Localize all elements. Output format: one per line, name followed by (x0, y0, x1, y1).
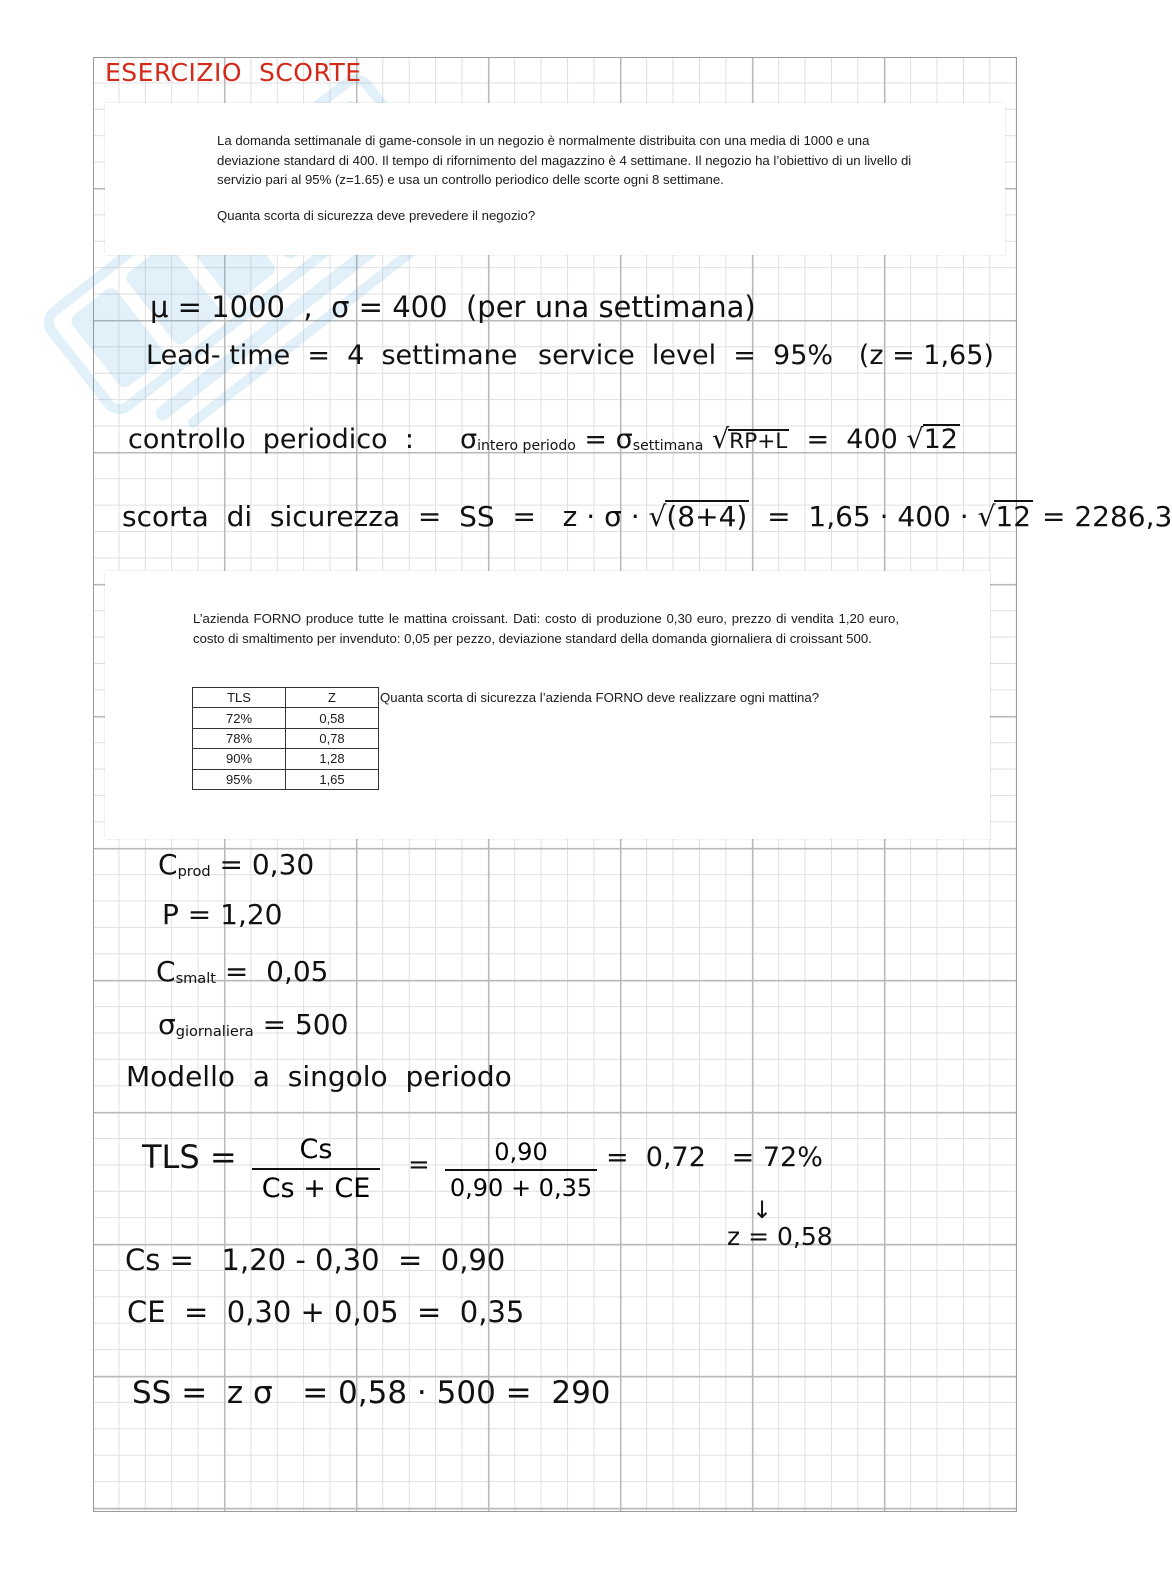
sigma-subscript: intero periodo (477, 438, 576, 455)
table-row (193, 749, 379, 769)
solution-1-line-3a: controllo periodico : (128, 424, 414, 455)
tls-numerator: Cs (299, 1134, 333, 1165)
table-cell: 78% (193, 728, 286, 748)
solution-1-line-2a: Lead- time = 4 settimane (146, 340, 518, 371)
table-row (193, 769, 379, 789)
fraction-bar-2 (445, 1169, 597, 1171)
equals-400: = 400 (789, 424, 898, 455)
page-title: ESERCIZIO SCORTE (105, 58, 362, 87)
cprod-value: = 0,30 (210, 848, 315, 881)
values-numerator: 0,90 (494, 1138, 548, 1166)
table-header: Z (286, 688, 379, 708)
csmalt-value: = 0,05 (215, 955, 329, 988)
csmalt-label: C (156, 955, 176, 988)
table-cell: 1,28 (286, 749, 379, 769)
solution-1-line-2b: service level = 95% (z = 1,65) (538, 340, 994, 371)
table-cell: 0,78 (286, 728, 379, 748)
root-8-plus-4: (8+4) (666, 500, 748, 533)
table-row (193, 728, 379, 748)
exercise-1-question: Quanta scorta di sicurezza deve prevedere il negozio? (217, 208, 536, 223)
safety-stock-formula: scorta di sicurezza = SS = z · σ · (122, 500, 649, 533)
safety-stock-values: = 1,65 · 400 · (749, 500, 978, 533)
ss-line: SS = z σ = 0,58 · 500 = 290 (132, 1375, 611, 1411)
table-row (193, 708, 379, 728)
ce-line: CE = 0,30 + 0,05 = 0,35 (127, 1295, 525, 1329)
table-cell: 1,65 (286, 769, 379, 789)
sigma-subscript-2: settimana (632, 438, 704, 455)
model-label: Modello a singolo periodo (126, 1060, 512, 1093)
equals-sign: = (575, 424, 616, 455)
root-rp-l: RP+L (729, 429, 788, 454)
solution-1-line-4: scorta di sicurezza = SS = z · σ · √(8+4) = 1,65 · 400 · √12 = 2286,3 (122, 500, 1172, 533)
csmalt-line (156, 955, 329, 988)
table-header-row (193, 688, 379, 708)
sigma-daily-label: σ (158, 1008, 176, 1041)
sigma-symbol-2: σ (615, 424, 633, 455)
values-fraction (445, 1138, 597, 1202)
cs-line: Cs = 1,20 - 0,30 = 0,90 (125, 1243, 506, 1277)
root-12: 12 (923, 424, 958, 455)
cprod-sub: prod (177, 863, 211, 881)
sigma-daily-sub: giornaliera (175, 1023, 254, 1041)
price-line: P = 1,20 (162, 898, 283, 931)
tls-result: = 0,72 = 72% (606, 1142, 823, 1173)
table-cell: 95% (193, 769, 286, 789)
tls-label: TLS = (142, 1138, 237, 1176)
table-cell: 90% (193, 749, 286, 769)
safety-stock-result: = 2286,3 (1033, 500, 1172, 533)
tls-fraction (252, 1134, 380, 1204)
cprod-label: C (158, 848, 178, 881)
sigma-daily-line (158, 1008, 348, 1041)
fraction-bar (252, 1168, 380, 1170)
exercise-2-question: Quanta scorta di sicurezza l’azienda FORNO deve realizzare ogni mattina? (380, 690, 820, 705)
csmalt-sub: smalt (175, 970, 216, 988)
solution-1-line-1: μ = 1000 , σ = 400 (per una settimana) (150, 290, 756, 324)
exercise-1-text: La domanda settimanale di game-console in un negozio è normalmente distribuita con una media di 1000 e una deviazione standard di 400. Il tempo di rifornimento del magazzino è 4 settimane. Il negozio ha l’obiettivo di un livello di servizio pari al 95% (z=1.65) e usa un controllo periodico delle scorte ogni 8 settimane. (217, 133, 912, 188)
tls-equals: = (408, 1150, 430, 1180)
cprod-line (158, 848, 314, 881)
sigma-symbol: σ (460, 424, 478, 455)
root-12-b: 12 (995, 500, 1032, 533)
table-cell: 72% (193, 708, 286, 728)
exercise-2-text: L’azienda FORNO produce tutte le mattina croissant. Dati: costo di produzione 0,30 euro, prezzo di vendita 1,20 euro, costo di smaltimento per invenduto: 0,05 per pezzo, deviazione standard della domanda giornaliera di croissant 500. (193, 611, 899, 646)
sigma-daily-value: = 500 (253, 1008, 349, 1041)
values-denominator: 0,90 + 0,35 (449, 1174, 593, 1202)
table-cell: 0,58 (286, 708, 379, 728)
z-value: z = 0,58 (727, 1222, 833, 1251)
table-header: TLS (193, 688, 286, 708)
tls-denominator: Cs + CE (261, 1173, 371, 1204)
tls-z-table (192, 687, 379, 790)
solution-1-line-3-formula: σintero periodo = σsettimana √RP+L = 400 √12 (460, 424, 958, 455)
down-arrow-icon: ↓ (752, 1196, 773, 1224)
